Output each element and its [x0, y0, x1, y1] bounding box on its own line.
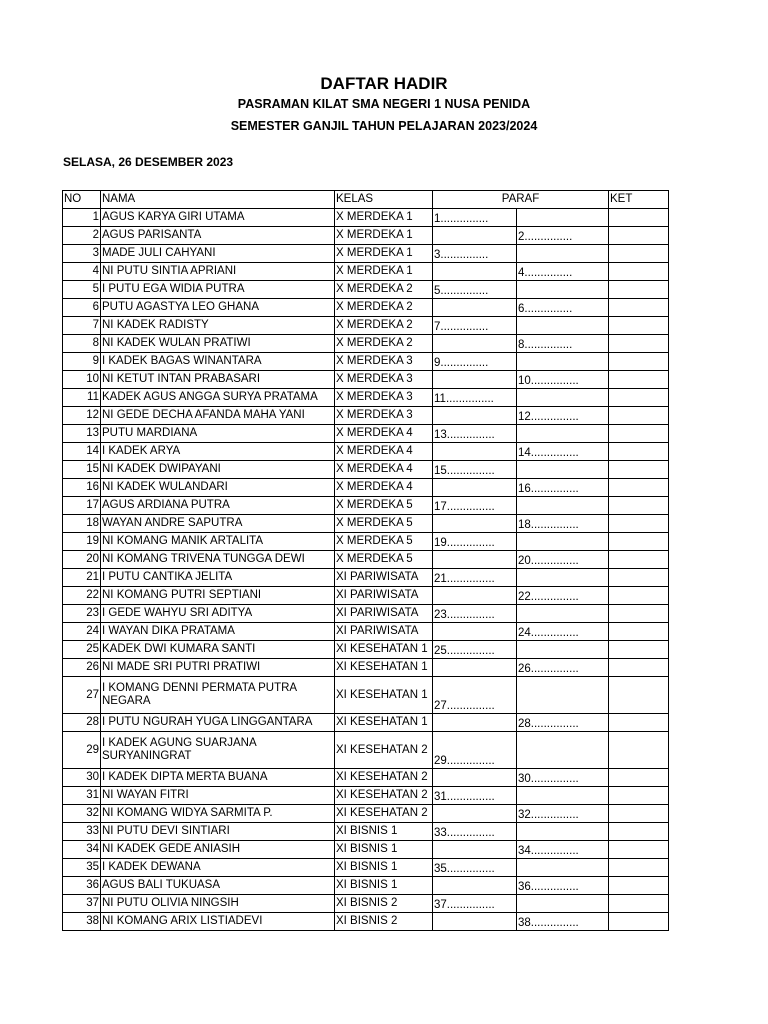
remarks-cell [609, 227, 669, 245]
remarks-cell [609, 551, 669, 569]
remarks-cell [609, 569, 669, 587]
remarks-cell [609, 407, 669, 425]
signature-slot-left: 25............... [433, 641, 517, 659]
signature-slot-left: 7............... [433, 317, 517, 335]
student-class: X MERDEKA 3 [335, 389, 433, 407]
signature-slot-left: 33............... [433, 823, 517, 841]
remarks-cell [609, 659, 669, 677]
remarks-cell [609, 623, 669, 641]
remarks-cell [609, 299, 669, 317]
table-row [63, 443, 669, 461]
student-name: KADEK AGUS ANGGA SURYA PRATAMA [101, 389, 335, 407]
student-class: X MERDEKA 2 [335, 335, 433, 353]
student-name: NI GEDE DECHA AFANDA MAHA YANI [101, 407, 335, 425]
signature-slot-right: 14............... [517, 443, 609, 461]
table-row [63, 895, 669, 913]
signature-slot-left [433, 299, 517, 317]
student-name: NI PUTU OLIVIA NINGSIH [101, 895, 335, 913]
table-row [63, 805, 669, 823]
table-row [63, 641, 669, 659]
table-row [63, 245, 669, 263]
student-class: XI BISNIS 1 [335, 859, 433, 877]
signature-slot-left: 1............... [433, 209, 517, 227]
signature-slot-left: 21............... [433, 569, 517, 587]
student-name: AGUS PARISANTA [101, 227, 335, 245]
row-number: 1 [63, 209, 101, 227]
attendance-date: SELASA, 26 DESEMBER 2023 [63, 155, 234, 169]
signature-slot-right: 34............... [517, 841, 609, 859]
student-name: NI WAYAN FITRI [101, 787, 335, 805]
student-class: XI KESEHATAN 2 [335, 805, 433, 823]
row-number: 31 [63, 787, 101, 805]
signature-slot-left: 23............... [433, 605, 517, 623]
row-number: 36 [63, 877, 101, 895]
student-class: XI BISNIS 1 [335, 823, 433, 841]
student-class: XI PARIWISATA [335, 623, 433, 641]
table-row [63, 659, 669, 677]
student-name: AGUS ARDIANA PUTRA [101, 497, 335, 515]
student-class: X MERDEKA 4 [335, 443, 433, 461]
table-row [63, 335, 669, 353]
student-name: NI PUTU SINTIA APRIANI [101, 263, 335, 281]
remarks-cell [609, 443, 669, 461]
student-class: XI KESEHATAN 2 [335, 769, 433, 787]
student-name: NI KADEK WULAN PRATIWI [101, 335, 335, 353]
signature-slot-left: 29............... [433, 732, 517, 769]
student-class: XI KESEHATAN 1 [335, 659, 433, 677]
table-row [63, 497, 669, 515]
student-class: X MERDEKA 1 [335, 245, 433, 263]
signature-slot-left [433, 227, 517, 245]
signature-slot-right: 30............... [517, 769, 609, 787]
student-class: X MERDEKA 4 [335, 479, 433, 497]
row-number: 3 [63, 245, 101, 263]
table-row [63, 299, 669, 317]
signature-slot-left: 11............... [433, 389, 517, 407]
student-class: XI BISNIS 2 [335, 895, 433, 913]
student-name: NI KADEK GEDE ANIASIH [101, 841, 335, 859]
signature-slot-right: 16............... [517, 479, 609, 497]
signature-slot-right [517, 317, 609, 335]
signature-slot-left [433, 263, 517, 281]
student-class: X MERDEKA 5 [335, 533, 433, 551]
student-class: X MERDEKA 5 [335, 497, 433, 515]
signature-slot-left: 3............... [433, 245, 517, 263]
student-class: XI PARIWISATA [335, 605, 433, 623]
table-row [63, 787, 669, 805]
signature-slot-right [517, 209, 609, 227]
remarks-cell [609, 317, 669, 335]
student-class: X MERDEKA 3 [335, 407, 433, 425]
student-name: I PUTU NGURAH YUGA LINGGANTARA [101, 714, 335, 732]
student-name: NI KETUT INTAN PRABASARI [101, 371, 335, 389]
column-header-ket: KET [609, 191, 669, 209]
table-row [63, 371, 669, 389]
signature-slot-right [517, 823, 609, 841]
signature-slot-left: 17............... [433, 497, 517, 515]
row-number: 26 [63, 659, 101, 677]
row-number: 22 [63, 587, 101, 605]
row-number: 21 [63, 569, 101, 587]
remarks-cell [609, 605, 669, 623]
signature-slot-right [517, 641, 609, 659]
student-name: I PUTU EGA WIDIA PUTRA [101, 281, 335, 299]
student-class: X MERDEKA 1 [335, 263, 433, 281]
remarks-cell [609, 913, 669, 931]
document-subtitle-semester: SEMESTER GANJIL TAHUN PELAJARAN 2023/2024 [230, 119, 538, 133]
remarks-cell [609, 353, 669, 371]
signature-slot-left [433, 443, 517, 461]
student-name: I KADEK DEWANA [101, 859, 335, 877]
signature-slot-left [433, 551, 517, 569]
row-number: 27 [63, 677, 101, 714]
table-row [63, 732, 669, 769]
student-name: KADEK DWI KUMARA SANTI [101, 641, 335, 659]
signature-slot-right [517, 895, 609, 913]
student-class: X MERDEKA 2 [335, 281, 433, 299]
remarks-cell [609, 263, 669, 281]
student-name: NI MADE SRI PUTRI PRATIWI [101, 659, 335, 677]
signature-slot-right [517, 461, 609, 479]
student-class: X MERDEKA 3 [335, 353, 433, 371]
signature-slot-right [517, 353, 609, 371]
signature-slot-right: 8............... [517, 335, 609, 353]
row-number: 38 [63, 913, 101, 931]
remarks-cell [609, 823, 669, 841]
student-name: NI PUTU DEVI SINTIARI [101, 823, 335, 841]
signature-slot-left [433, 841, 517, 859]
table-row [63, 317, 669, 335]
signature-slot-right: 6............... [517, 299, 609, 317]
signature-slot-right [517, 245, 609, 263]
signature-slot-right [517, 569, 609, 587]
row-number: 18 [63, 515, 101, 533]
student-name: I KADEK BAGAS WINANTARA [101, 353, 335, 371]
document-title: DAFTAR HADIR [320, 74, 448, 93]
student-name: I KADEK AGUNG SUARJANA SURYANINGRAT [101, 732, 335, 769]
row-number: 20 [63, 551, 101, 569]
row-number: 9 [63, 353, 101, 371]
table-row [63, 551, 669, 569]
table-row [63, 389, 669, 407]
table-row [63, 823, 669, 841]
signature-slot-right [517, 732, 609, 769]
student-name: NI KADEK WULANDARI [101, 479, 335, 497]
student-class: XI PARIWISATA [335, 587, 433, 605]
signature-slot-right: 20............... [517, 551, 609, 569]
signature-slot-left [433, 913, 517, 931]
remarks-cell [609, 515, 669, 533]
student-name: AGUS BALI TUKUASA [101, 877, 335, 895]
signature-slot-left [433, 515, 517, 533]
table-row [63, 605, 669, 623]
student-name: PUTU MARDIANA [101, 425, 335, 443]
signature-slot-right [517, 425, 609, 443]
table-row [63, 714, 669, 732]
signature-slot-right: 12............... [517, 407, 609, 425]
student-name: I WAYAN DIKA PRATAMA [101, 623, 335, 641]
document-subtitle-school: PASRAMAN KILAT SMA NEGERI 1 NUSA PENIDA [237, 97, 531, 111]
row-number: 4 [63, 263, 101, 281]
remarks-cell [609, 732, 669, 769]
student-class: X MERDEKA 2 [335, 299, 433, 317]
column-header-kelas: KELAS [335, 191, 433, 209]
student-name: I KADEK ARYA [101, 443, 335, 461]
student-name: AGUS KARYA GIRI UTAMA [101, 209, 335, 227]
row-number: 30 [63, 769, 101, 787]
table-row [63, 569, 669, 587]
row-number: 5 [63, 281, 101, 299]
signature-slot-right [517, 533, 609, 551]
row-number: 32 [63, 805, 101, 823]
row-number: 28 [63, 714, 101, 732]
signature-slot-left: 13............... [433, 425, 517, 443]
table-row [63, 425, 669, 443]
row-number: 6 [63, 299, 101, 317]
student-name: WAYAN ANDRE SAPUTRA [101, 515, 335, 533]
remarks-cell [609, 245, 669, 263]
student-name: NI KOMANG PUTRI SEPTIANI [101, 587, 335, 605]
table-row [63, 281, 669, 299]
signature-slot-right [517, 389, 609, 407]
remarks-cell [609, 841, 669, 859]
student-class: X MERDEKA 5 [335, 515, 433, 533]
row-number: 2 [63, 227, 101, 245]
table-row [63, 677, 669, 714]
signature-slot-left [433, 714, 517, 732]
signature-slot-right: 36............... [517, 877, 609, 895]
row-number: 33 [63, 823, 101, 841]
remarks-cell [609, 587, 669, 605]
table-row [63, 479, 669, 497]
signature-slot-left [433, 659, 517, 677]
student-name: NI KOMANG WIDYA SARMITA P. [101, 805, 335, 823]
remarks-cell [609, 769, 669, 787]
signature-slot-right [517, 497, 609, 515]
signature-slot-right: 26............... [517, 659, 609, 677]
signature-slot-left [433, 371, 517, 389]
student-class: X MERDEKA 1 [335, 227, 433, 245]
remarks-cell [609, 497, 669, 515]
signature-slot-right [517, 787, 609, 805]
student-name: NI KADEK DWIPAYANI [101, 461, 335, 479]
signature-slot-left [433, 587, 517, 605]
signature-slot-left [433, 479, 517, 497]
remarks-cell [609, 335, 669, 353]
table-row [63, 913, 669, 931]
signature-slot-left: 19............... [433, 533, 517, 551]
student-class: XI KESEHATAN 2 [335, 732, 433, 769]
signature-slot-right: 2............... [517, 227, 609, 245]
row-number: 8 [63, 335, 101, 353]
student-class: XI KESEHATAN 2 [335, 787, 433, 805]
table-row [63, 461, 669, 479]
remarks-cell [609, 209, 669, 227]
row-number: 19 [63, 533, 101, 551]
signature-slot-left: 31............... [433, 787, 517, 805]
signature-slot-right: 18............... [517, 515, 609, 533]
signature-slot-left [433, 335, 517, 353]
row-number: 11 [63, 389, 101, 407]
table-row [63, 353, 669, 371]
remarks-cell [609, 281, 669, 299]
remarks-cell [609, 877, 669, 895]
remarks-cell [609, 805, 669, 823]
signature-slot-right: 22............... [517, 587, 609, 605]
student-class: X MERDEKA 2 [335, 317, 433, 335]
student-class: X MERDEKA 5 [335, 551, 433, 569]
table-row [63, 859, 669, 877]
table-row [63, 209, 669, 227]
student-class: XI KESEHATAN 1 [335, 641, 433, 659]
table-row [63, 227, 669, 245]
table-header-row [63, 191, 669, 209]
table-row [63, 623, 669, 641]
remarks-cell [609, 895, 669, 913]
column-header-no: NO [63, 191, 101, 209]
row-number: 13 [63, 425, 101, 443]
student-class: X MERDEKA 3 [335, 371, 433, 389]
student-name: NI KOMANG ARIX LISTIADEVI [101, 913, 335, 931]
student-class: X MERDEKA 1 [335, 209, 433, 227]
signature-slot-right [517, 677, 609, 714]
signature-slot-right [517, 605, 609, 623]
table-row [63, 877, 669, 895]
column-header-nama: NAMA [101, 191, 335, 209]
student-name: NI KADEK RADISTY [101, 317, 335, 335]
table-row [63, 769, 669, 787]
table-row [63, 587, 669, 605]
signature-slot-right [517, 281, 609, 299]
table-row [63, 841, 669, 859]
student-class: XI KESEHATAN 1 [335, 677, 433, 714]
row-number: 37 [63, 895, 101, 913]
remarks-cell [609, 479, 669, 497]
student-name: NI KOMANG TRIVENA TUNGGA DEWI [101, 551, 335, 569]
student-name: I KADEK DIPTA MERTA BUANA [101, 769, 335, 787]
student-class: XI PARIWISATA [335, 569, 433, 587]
row-number: 15 [63, 461, 101, 479]
student-name: I GEDE WAHYU SRI ADITYA [101, 605, 335, 623]
signature-slot-right: 10............... [517, 371, 609, 389]
remarks-cell [609, 787, 669, 805]
student-name: I PUTU CANTIKA JELITA [101, 569, 335, 587]
student-class: XI BISNIS 1 [335, 841, 433, 859]
row-number: 24 [63, 623, 101, 641]
table-row [63, 533, 669, 551]
signature-slot-right [517, 859, 609, 877]
student-name: MADE JULI CAHYANI [101, 245, 335, 263]
row-number: 17 [63, 497, 101, 515]
signature-slot-left: 9............... [433, 353, 517, 371]
row-number: 34 [63, 841, 101, 859]
remarks-cell [609, 641, 669, 659]
student-class: XI KESEHATAN 1 [335, 714, 433, 732]
remarks-cell [609, 461, 669, 479]
remarks-cell [609, 371, 669, 389]
student-class: XI BISNIS 2 [335, 913, 433, 931]
signature-slot-left: 5............... [433, 281, 517, 299]
row-number: 29 [63, 732, 101, 769]
remarks-cell [609, 677, 669, 714]
signature-slot-left [433, 805, 517, 823]
table-row [63, 407, 669, 425]
table-body [63, 209, 669, 931]
row-number: 12 [63, 407, 101, 425]
row-number: 25 [63, 641, 101, 659]
remarks-cell [609, 859, 669, 877]
row-number: 23 [63, 605, 101, 623]
signature-slot-left: 15............... [433, 461, 517, 479]
signature-slot-left [433, 623, 517, 641]
table-row [63, 515, 669, 533]
student-name: PUTU AGASTYA LEO GHANA [101, 299, 335, 317]
signature-slot-left [433, 407, 517, 425]
row-number: 10 [63, 371, 101, 389]
student-class: X MERDEKA 4 [335, 425, 433, 443]
student-name: I KOMANG DENNI PERMATA PUTRA NEGARA [101, 677, 335, 714]
row-number: 7 [63, 317, 101, 335]
signature-slot-right: 24............... [517, 623, 609, 641]
signature-slot-left [433, 769, 517, 787]
student-name: NI KOMANG MANIK ARTALITA [101, 533, 335, 551]
signature-slot-right: 32............... [517, 805, 609, 823]
column-header-paraf: PARAF [433, 191, 609, 209]
attendance-table [62, 190, 669, 931]
table-row [63, 263, 669, 281]
remarks-cell [609, 389, 669, 407]
remarks-cell [609, 533, 669, 551]
student-class: XI BISNIS 1 [335, 877, 433, 895]
remarks-cell [609, 425, 669, 443]
row-number: 14 [63, 443, 101, 461]
signature-slot-left: 35............... [433, 859, 517, 877]
student-class: X MERDEKA 4 [335, 461, 433, 479]
row-number: 16 [63, 479, 101, 497]
signature-slot-left: 37............... [433, 895, 517, 913]
signature-slot-right: 38............... [517, 913, 609, 931]
row-number: 35 [63, 859, 101, 877]
signature-slot-left [433, 877, 517, 895]
remarks-cell [609, 714, 669, 732]
signature-slot-right: 4............... [517, 263, 609, 281]
signature-slot-left: 27............... [433, 677, 517, 714]
signature-slot-right: 28............... [517, 714, 609, 732]
